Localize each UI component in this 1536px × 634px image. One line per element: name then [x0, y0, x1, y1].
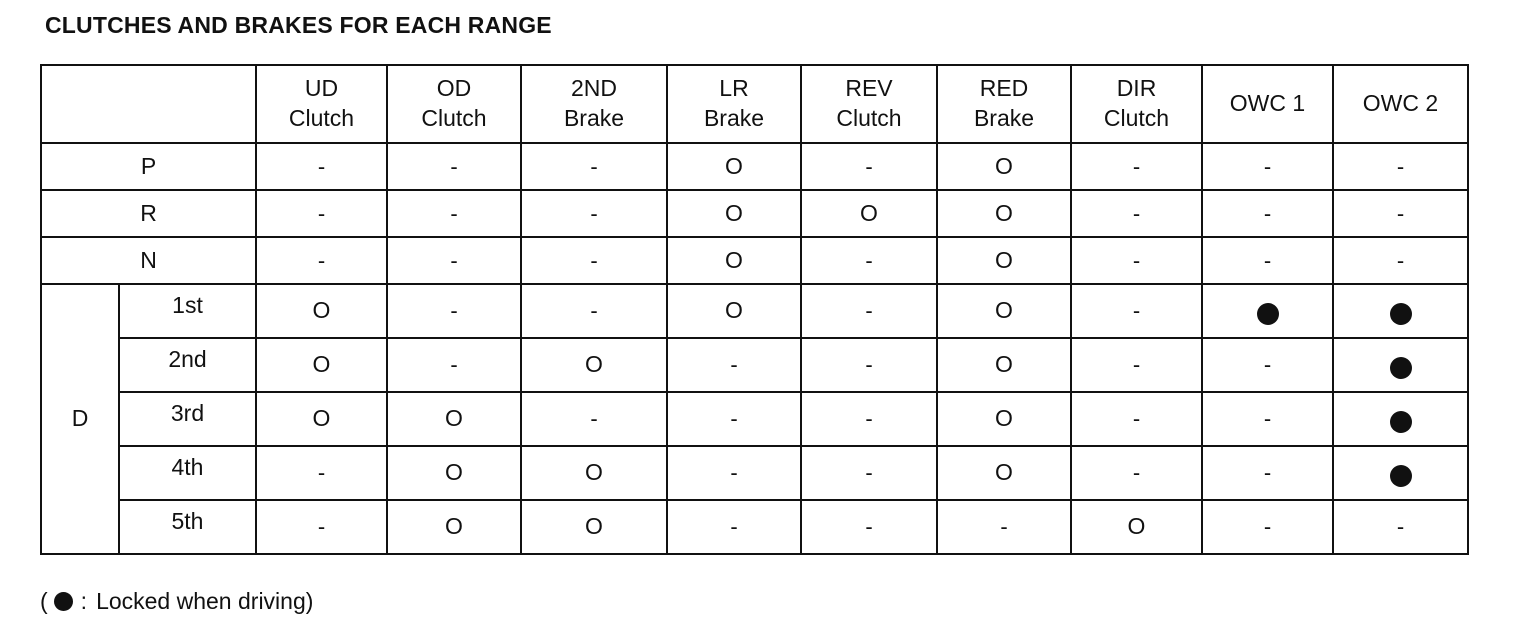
value-cell [521, 338, 667, 392]
value-cell [256, 500, 387, 554]
column-header [801, 65, 937, 143]
dash-mark: - [450, 247, 458, 273]
engaged-mark: O [585, 459, 603, 486]
dash-mark: - [1396, 200, 1405, 226]
dash-mark: - [1396, 247, 1405, 273]
value-cell [937, 284, 1071, 338]
value-cell [1202, 500, 1333, 554]
engaged-mark: O [585, 351, 603, 378]
value-cell [521, 143, 667, 190]
table-row [41, 500, 1468, 554]
column-header-line2: Brake [973, 105, 1035, 131]
dash-mark: - [1396, 153, 1405, 179]
value-cell [937, 392, 1071, 446]
value-cell [801, 284, 937, 338]
value-cell [937, 500, 1071, 554]
value-cell [1071, 143, 1202, 190]
value-cell [801, 237, 937, 284]
dash-mark: - [865, 247, 873, 273]
column-header [521, 65, 667, 143]
dash-mark: - [1396, 514, 1405, 540]
dash-mark: - [1132, 153, 1141, 179]
dash-mark: - [1132, 352, 1141, 378]
column-header-line1: 2ND [570, 75, 617, 102]
value-cell [801, 338, 937, 392]
value-cell [256, 190, 387, 237]
engaged-mark: O [995, 246, 1013, 273]
dash-mark: - [317, 460, 326, 486]
locked-filled-circle-icon [1390, 303, 1412, 325]
dash-mark: - [1263, 247, 1272, 273]
value-cell [387, 446, 521, 500]
gear-label: 5th [119, 500, 256, 554]
value-cell [1202, 237, 1333, 284]
value-cell [1071, 446, 1202, 500]
value-cell [1333, 392, 1468, 446]
engaged-mark: O [312, 297, 331, 324]
column-header-line1: OWC 2 [1362, 90, 1439, 117]
table-row [41, 143, 1468, 190]
value-cell [1202, 284, 1333, 338]
dash-mark: - [450, 298, 458, 324]
engaged-mark: O [995, 199, 1013, 226]
gear-label: 4th [119, 446, 256, 500]
value-cell [1071, 284, 1202, 338]
value-cell [521, 500, 667, 554]
dash-mark: - [450, 352, 458, 378]
value-cell [521, 190, 667, 237]
value-cell [256, 237, 387, 284]
value-cell [1071, 500, 1202, 554]
locked-filled-circle-icon [1390, 465, 1412, 487]
column-header-line2: Brake [563, 105, 625, 131]
value-cell [387, 284, 521, 338]
value-cell [1333, 338, 1468, 392]
value-cell [1071, 392, 1202, 446]
value-cell [1071, 338, 1202, 392]
value-cell [1071, 190, 1202, 237]
dash-mark: - [450, 153, 458, 179]
engaged-mark: O [725, 199, 743, 226]
corner-cell [41, 65, 256, 143]
dash-mark: - [590, 153, 598, 179]
value-cell [937, 338, 1071, 392]
dash-mark: - [865, 514, 873, 540]
value-cell [521, 446, 667, 500]
value-cell [256, 338, 387, 392]
table-row [41, 338, 1468, 392]
value-cell [387, 392, 521, 446]
dash-mark: - [1263, 352, 1272, 378]
footnote [40, 588, 313, 615]
engaged-mark: O [445, 513, 463, 540]
dash-mark: - [317, 514, 326, 540]
engaged-mark: O [585, 513, 603, 540]
dash-mark: - [1263, 514, 1272, 540]
column-header-line1: LR [719, 75, 749, 102]
gear-label: 2nd [119, 338, 256, 392]
value-cell [1202, 143, 1333, 190]
column-header-line1: UD [304, 75, 339, 102]
dash-mark: - [730, 460, 738, 486]
column-header-line2: Clutch [421, 105, 487, 131]
table-row [41, 446, 1468, 500]
table-row [41, 190, 1468, 237]
locked-filled-circle-icon [1390, 411, 1412, 433]
dash-mark: - [865, 298, 873, 324]
column-header-line2: Clutch [1103, 105, 1170, 131]
dash-mark: - [590, 406, 598, 432]
dash-mark: - [865, 352, 873, 378]
value-cell [387, 190, 521, 237]
gear-label: 1st [119, 284, 256, 338]
value-cell [1202, 446, 1333, 500]
value-cell [667, 500, 801, 554]
dash-mark: - [865, 153, 873, 179]
table-row [41, 392, 1468, 446]
value-cell [387, 500, 521, 554]
dash-mark: - [730, 406, 738, 432]
value-cell [937, 446, 1071, 500]
dash-mark: - [865, 406, 873, 432]
dash-mark: - [1132, 460, 1141, 486]
header-row [41, 65, 1468, 143]
value-cell [937, 143, 1071, 190]
value-cell [801, 500, 937, 554]
dash-mark: - [1132, 200, 1141, 226]
range-label: P [41, 143, 256, 190]
column-header [387, 65, 521, 143]
engaged-mark: O [445, 405, 463, 432]
column-header [1071, 65, 1202, 143]
dash-mark: - [865, 460, 873, 486]
locked-filled-circle-icon [1390, 357, 1412, 379]
value-cell [1333, 284, 1468, 338]
range-label: N [41, 237, 256, 284]
engaged-mark: O [725, 152, 743, 179]
value-cell [1333, 446, 1468, 500]
engaged-mark: O [312, 405, 331, 432]
dash-mark: - [590, 247, 598, 273]
value-cell [387, 237, 521, 284]
range-label: R [41, 190, 256, 237]
value-cell [1071, 237, 1202, 284]
footnote-open-paren: ( [40, 588, 48, 614]
value-cell [667, 237, 801, 284]
column-header-line1: REV [845, 75, 893, 102]
value-cell [801, 392, 937, 446]
value-cell [1202, 338, 1333, 392]
column-header-line1: OWC 1 [1229, 90, 1306, 117]
locked-filled-circle-icon [54, 592, 73, 611]
value-cell [667, 338, 801, 392]
value-cell [256, 392, 387, 446]
dash-mark: - [590, 298, 598, 324]
dash-mark: - [317, 200, 326, 226]
value-cell [387, 143, 521, 190]
value-cell [256, 143, 387, 190]
value-cell [1333, 237, 1468, 284]
table-row [41, 284, 1468, 338]
value-cell [521, 392, 667, 446]
value-cell [521, 237, 667, 284]
value-cell [937, 190, 1071, 237]
gear-label: 3rd [119, 392, 256, 446]
engaged-mark: O [312, 351, 331, 378]
dash-mark: - [590, 200, 598, 226]
column-header [667, 65, 801, 143]
column-header-line2: Clutch [836, 105, 902, 131]
dash-mark: - [1263, 406, 1272, 432]
engaged-mark: O [995, 297, 1013, 324]
engaged-mark: O [995, 351, 1013, 378]
column-header [1202, 65, 1333, 143]
column-header-line1: DIR [1116, 75, 1157, 102]
value-cell [801, 143, 937, 190]
dash-mark: - [730, 514, 738, 540]
engaged-mark: O [1127, 513, 1146, 540]
dash-mark: - [1263, 153, 1272, 179]
locked-filled-circle-icon [1257, 303, 1279, 325]
column-header [1333, 65, 1468, 143]
footnote-separator: : [80, 588, 88, 614]
value-cell [1333, 500, 1468, 554]
footnote-text: Locked when driving) [96, 588, 314, 614]
dash-mark: - [1000, 514, 1008, 540]
value-cell [256, 284, 387, 338]
value-cell [801, 190, 937, 237]
value-cell [937, 237, 1071, 284]
dash-mark: - [730, 352, 738, 378]
engaged-mark: O [995, 405, 1013, 432]
page-title: CLUTCHES AND BRAKES FOR EACH RANGE [45, 12, 552, 38]
engaged-mark: O [995, 152, 1013, 179]
value-cell [801, 446, 937, 500]
table-body [41, 143, 1468, 554]
engaged-mark: O [445, 459, 463, 486]
dash-mark: - [1132, 406, 1141, 432]
value-cell [1202, 392, 1333, 446]
column-header-line2: Brake [703, 105, 765, 131]
value-cell [667, 190, 801, 237]
value-cell [1333, 190, 1468, 237]
column-header-line1: RED [979, 75, 1029, 102]
value-cell [667, 446, 801, 500]
engaged-mark: O [725, 297, 743, 324]
clutch-brake-table [40, 64, 1469, 555]
table-header [41, 65, 1468, 143]
value-cell [256, 446, 387, 500]
value-cell [667, 392, 801, 446]
column-header [256, 65, 387, 143]
dash-mark: - [1263, 460, 1272, 486]
d-range-label: D [41, 284, 119, 554]
value-cell [667, 284, 801, 338]
dash-mark: - [1132, 247, 1141, 273]
value-cell [1333, 143, 1468, 190]
value-cell [387, 338, 521, 392]
dash-mark: - [317, 153, 326, 179]
column-header [937, 65, 1071, 143]
column-header-line2: Clutch [288, 105, 355, 131]
value-cell [667, 143, 801, 190]
dash-mark: - [450, 200, 458, 226]
engaged-mark: O [995, 459, 1013, 486]
engaged-mark: O [860, 199, 878, 226]
engaged-mark: O [725, 246, 743, 273]
dash-mark: - [317, 247, 326, 273]
table-row [41, 237, 1468, 284]
dash-mark: - [1132, 298, 1141, 324]
column-header-line1: OD [436, 75, 472, 102]
value-cell [1202, 190, 1333, 237]
value-cell [521, 284, 667, 338]
dash-mark: - [1263, 200, 1272, 226]
